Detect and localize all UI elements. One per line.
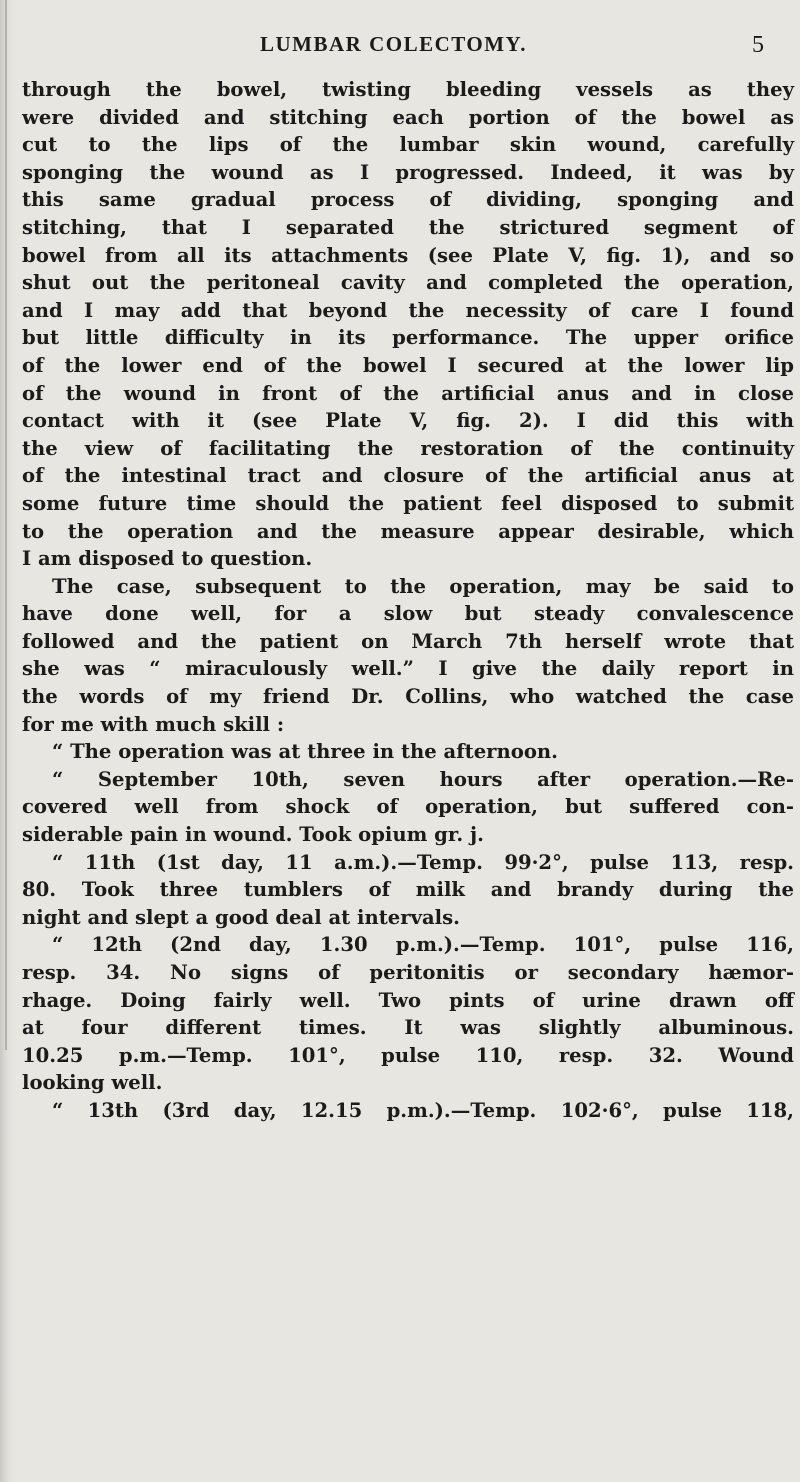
text-line: the view of facilitating the restoration of the continuity [22, 436, 794, 460]
text-line: to the operation and the measure appear desirable, which [22, 519, 794, 543]
text-line: The case, subsequent to the operation, may be said to [52, 574, 794, 598]
text-line: followed and the patient on March 7th herself wrote that [22, 629, 794, 653]
page-gutter [0, 0, 14, 1482]
text-line: bowel from all its attachments (see Plate V, fig. 1), and so [22, 243, 794, 267]
text-line: 80. Took three tumblers of milk and brandy during the [22, 878, 794, 902]
text-line: night and slept a good deal at intervals. [22, 905, 460, 929]
text-line: of the wound in front of the artificial anus and in close [22, 381, 794, 405]
text-line: of the intestinal tract and closure of the artificial anus at [22, 464, 794, 488]
text-line: she was “ miraculously well.” I give the daily report in [22, 657, 794, 681]
text-line: at four different times. It was slightly albuminous. [22, 1016, 794, 1040]
text-line: of the lower end of the bowel I secured at the lower lip [22, 353, 794, 377]
text-line: the words of my friend Dr. Collins, who watched the case [22, 685, 794, 709]
page-number: 5 [752, 32, 764, 58]
text-line: shut out the peritoneal cavity and completed the operation, [22, 271, 794, 295]
text-line: siderable pain in wound. Took opium gr. j. [22, 823, 484, 847]
page-header [0, 32, 800, 68]
text-line: this same gradual process of dividing, sponging and [22, 188, 794, 212]
text-line: 10.25 p.m.—Temp. 101°, pulse 110, resp. 32. Wound [22, 1043, 794, 1067]
text-line: “ September 10th, seven hours after operation.—Re- [52, 767, 794, 791]
text-line: “ 12th (2nd day, 1.30 p.m.).—Temp. 101°, pulse 116, [52, 933, 794, 957]
text-line: have done well, for a slow but steady convalescence [22, 602, 794, 626]
text-line: and I may add that beyond the necessity of care I found [22, 298, 794, 322]
text-line: cut to the lips of the lumbar skin wound, carefully [22, 133, 794, 157]
text-line: “ The operation was at three in the afternoon. [52, 740, 558, 764]
text-line: rhage. Doing fairly well. Two pints of urine drawn off [22, 988, 794, 1012]
text-line: sponging the wound as I progressed. Indeed, it was by [22, 160, 794, 184]
text-line: “ 11th (1st day, 11 a.m.).—Temp. 99·2°, pulse 113, resp. [52, 850, 794, 874]
text-line: I am disposed to question. [22, 547, 313, 571]
text-line: through the bowel, twisting bleeding vessels as they [22, 78, 794, 101]
text-line: but little difficulty in its performance. The upper orifice [22, 326, 794, 350]
body-text [22, 76, 794, 1125]
text-line: some future time should the patient feel disposed to submit [22, 491, 794, 515]
running-title: LUMBAR COLECTOMY. [260, 32, 528, 56]
text-line: “ 13th (3rd day, 12.15 p.m.).—Temp. 102·6°, pulse 118, [52, 1098, 794, 1122]
text-line: contact with it (see Plate V, fig. 2). I did this with [22, 409, 794, 433]
gutter-shadow [5, 0, 7, 1050]
text-line: for me with much skill : [22, 712, 285, 736]
text-line: stitching, that I separated the strictured segment of [22, 215, 794, 239]
text-line: were divided and stitching each portion of the bowel as [22, 105, 794, 129]
text-line: resp. 34. No signs of peritonitis or secondary hæmor- [22, 961, 794, 984]
text-line: looking well. [22, 1071, 163, 1095]
text-line: covered well from shock of operation, but suffered con- [22, 795, 794, 819]
